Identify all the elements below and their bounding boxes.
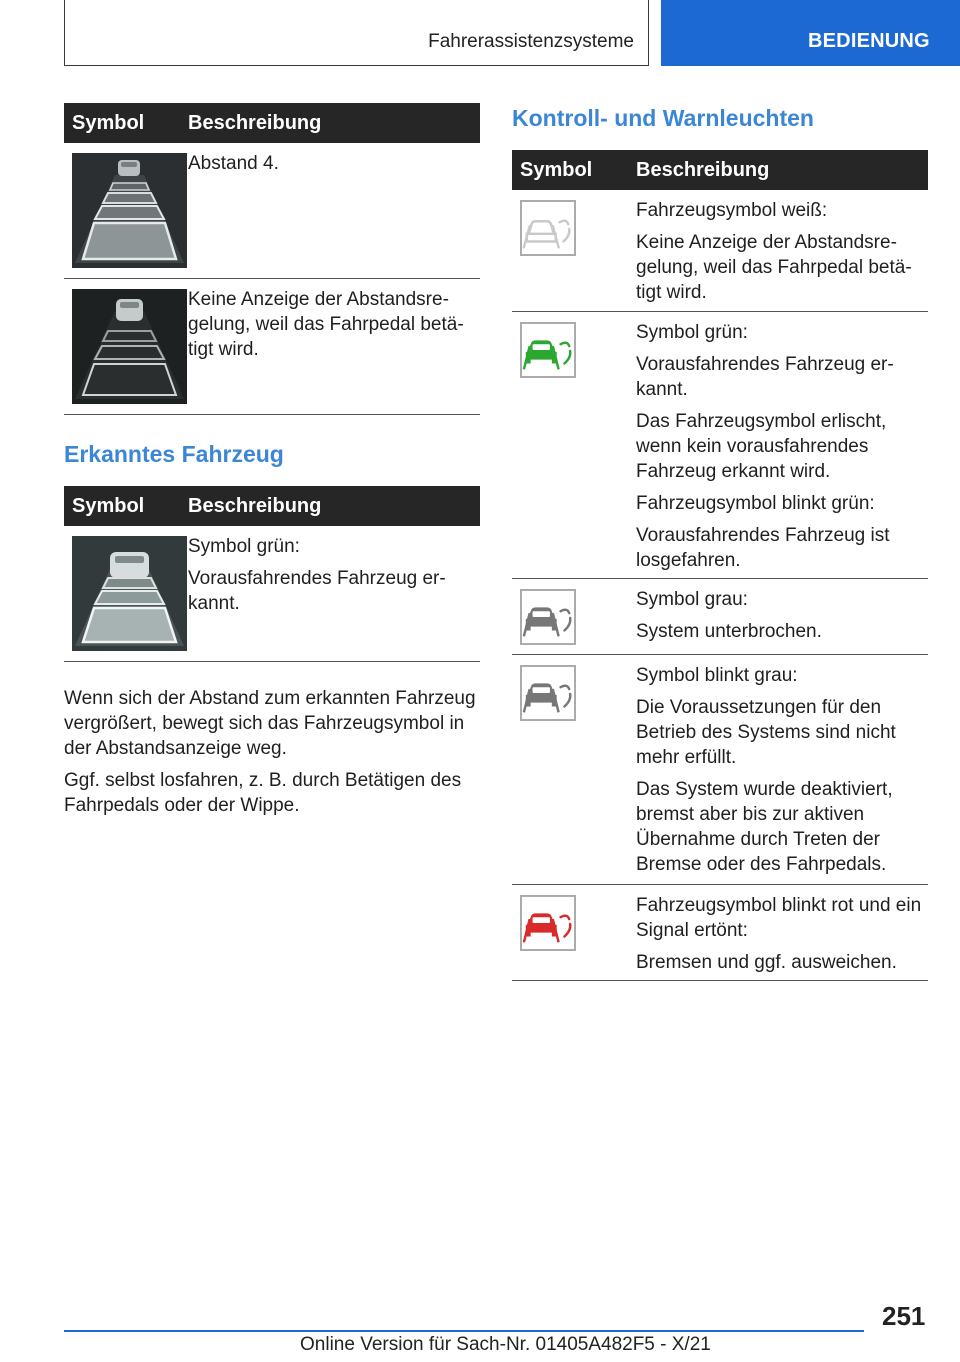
- column-header-description: Beschreibung: [188, 494, 322, 517]
- symbol-cell: [512, 579, 636, 654]
- section-heading-indicator-lights: Kontroll- und Warnleuchten: [512, 105, 814, 131]
- description-cell: [188, 279, 480, 414]
- header-section-title: Fahrerassistenzsysteme: [428, 31, 634, 52]
- description-line: Die Voraussetzungen für den Betrieb des Systems sind nicht mehr erfüllt.: [636, 697, 896, 768]
- table-header: [512, 150, 928, 190]
- symbol-cell: [512, 190, 636, 311]
- symbol-cell: [512, 655, 636, 884]
- indicator-lights-table: [512, 150, 928, 981]
- description-cell: [188, 143, 480, 278]
- description-line: Keine Anzeige der Abstandsregelung, weil das Fahrpedal betätigt wird.: [188, 289, 464, 360]
- symbol-cell: [64, 526, 188, 661]
- description-line: Vorausfahrendes Fahrzeug ist losgefahren.: [636, 525, 890, 571]
- recognized-vehicle-display-icon: [72, 536, 187, 651]
- description-line: Fahrzeugsymbol weiß:: [636, 200, 828, 221]
- description-line: Symbol grün:: [188, 536, 300, 557]
- description-cell: [636, 579, 928, 654]
- vehicle-symbol-white-icon: [520, 200, 576, 256]
- description-line: Fahrzeugsymbol blinkt rot und ein Signal ertönt:: [636, 895, 922, 941]
- description-line: Das System wurde deaktiviert, bremst aber bis zur aktiven Übernahme durch Treten der Bremse oder des Fahrpedals.: [636, 779, 893, 875]
- description-line: Symbol grün:: [636, 322, 748, 343]
- table-row: [512, 190, 928, 312]
- description-line: Keine Anzeige der Abstandsregelung, weil das Fahrpedal betätigt wird.: [636, 232, 912, 303]
- recognized-vehicle-table: [64, 486, 480, 662]
- vehicle-symbol-red-icon: [520, 895, 576, 951]
- symbol-cell: [64, 279, 188, 414]
- table-row: [64, 143, 480, 279]
- table-header: [64, 103, 480, 143]
- body-text: [64, 686, 480, 825]
- header-chapter-title: BEDIENUNG: [808, 30, 930, 52]
- distance-4-display-icon: [72, 153, 187, 268]
- distance-display-table: [64, 103, 480, 415]
- table-row: [512, 579, 928, 655]
- description-line: Symbol grau:: [636, 589, 748, 610]
- symbol-cell: [512, 312, 636, 578]
- description-line: Vorausfahrendes Fahrzeug erkannt.: [188, 568, 446, 614]
- description-cell: [188, 526, 480, 661]
- column-header-description: Beschreibung: [636, 158, 770, 181]
- column-header-symbol: Symbol: [520, 158, 593, 181]
- vehicle-symbol-grey-blinking-icon: [520, 665, 576, 721]
- table-row: [64, 279, 480, 415]
- table-header: [64, 486, 480, 526]
- description-cell: [636, 190, 928, 311]
- section-heading-recognized-vehicle: Erkanntes Fahrzeug: [64, 441, 284, 467]
- symbol-cell: [512, 885, 636, 980]
- description-line: System unterbrochen.: [636, 621, 822, 642]
- vehicle-symbol-green-icon: [520, 322, 576, 378]
- description-line: Bremsen und ggf. ausweichen.: [636, 952, 897, 973]
- paragraph: Ggf. selbst losfahren, z. B. durch Betätigen des Fahrpedals oder der Wippe.: [64, 770, 462, 816]
- symbol-cell: [64, 143, 188, 278]
- description-cell: [636, 655, 928, 884]
- column-header-symbol: Symbol: [72, 111, 145, 134]
- page-number: 251: [882, 1301, 926, 1331]
- description-line: Abstand 4.: [188, 153, 279, 174]
- footer-online-version: Online Version für Sach-Nr. 01405A482F5 - X/21: [300, 1334, 711, 1355]
- table-row: [64, 526, 480, 662]
- description-cell: [636, 885, 928, 980]
- description-cell: [636, 312, 928, 578]
- paragraph: Wenn sich der Abstand zum erkannten Fahrzeug vergrößert, bewegt sich das Fahrzeugsymbol in der Abstandsanzeige weg.: [64, 688, 476, 759]
- table-row: [512, 885, 928, 981]
- table-row: [512, 312, 928, 579]
- description-line: Vorausfahrendes Fahrzeug erkannt.: [636, 354, 894, 400]
- distance-display-no-vehicle-icon: [72, 289, 187, 404]
- table-row: [512, 655, 928, 885]
- description-line: Das Fahrzeugsymbol erlischt, wenn kein vorausfahrendes Fahrzeug erkannt wird.: [636, 411, 887, 482]
- header-section-box: [64, 0, 649, 66]
- column-header-description: Beschreibung: [188, 111, 322, 134]
- footer-divider: [64, 1330, 864, 1332]
- description-line: Symbol blinkt grau:: [636, 665, 798, 686]
- column-header-symbol: Symbol: [72, 494, 145, 517]
- vehicle-symbol-grey-icon: [520, 589, 576, 645]
- description-line: Fahrzeugsymbol blinkt grün:: [636, 493, 875, 514]
